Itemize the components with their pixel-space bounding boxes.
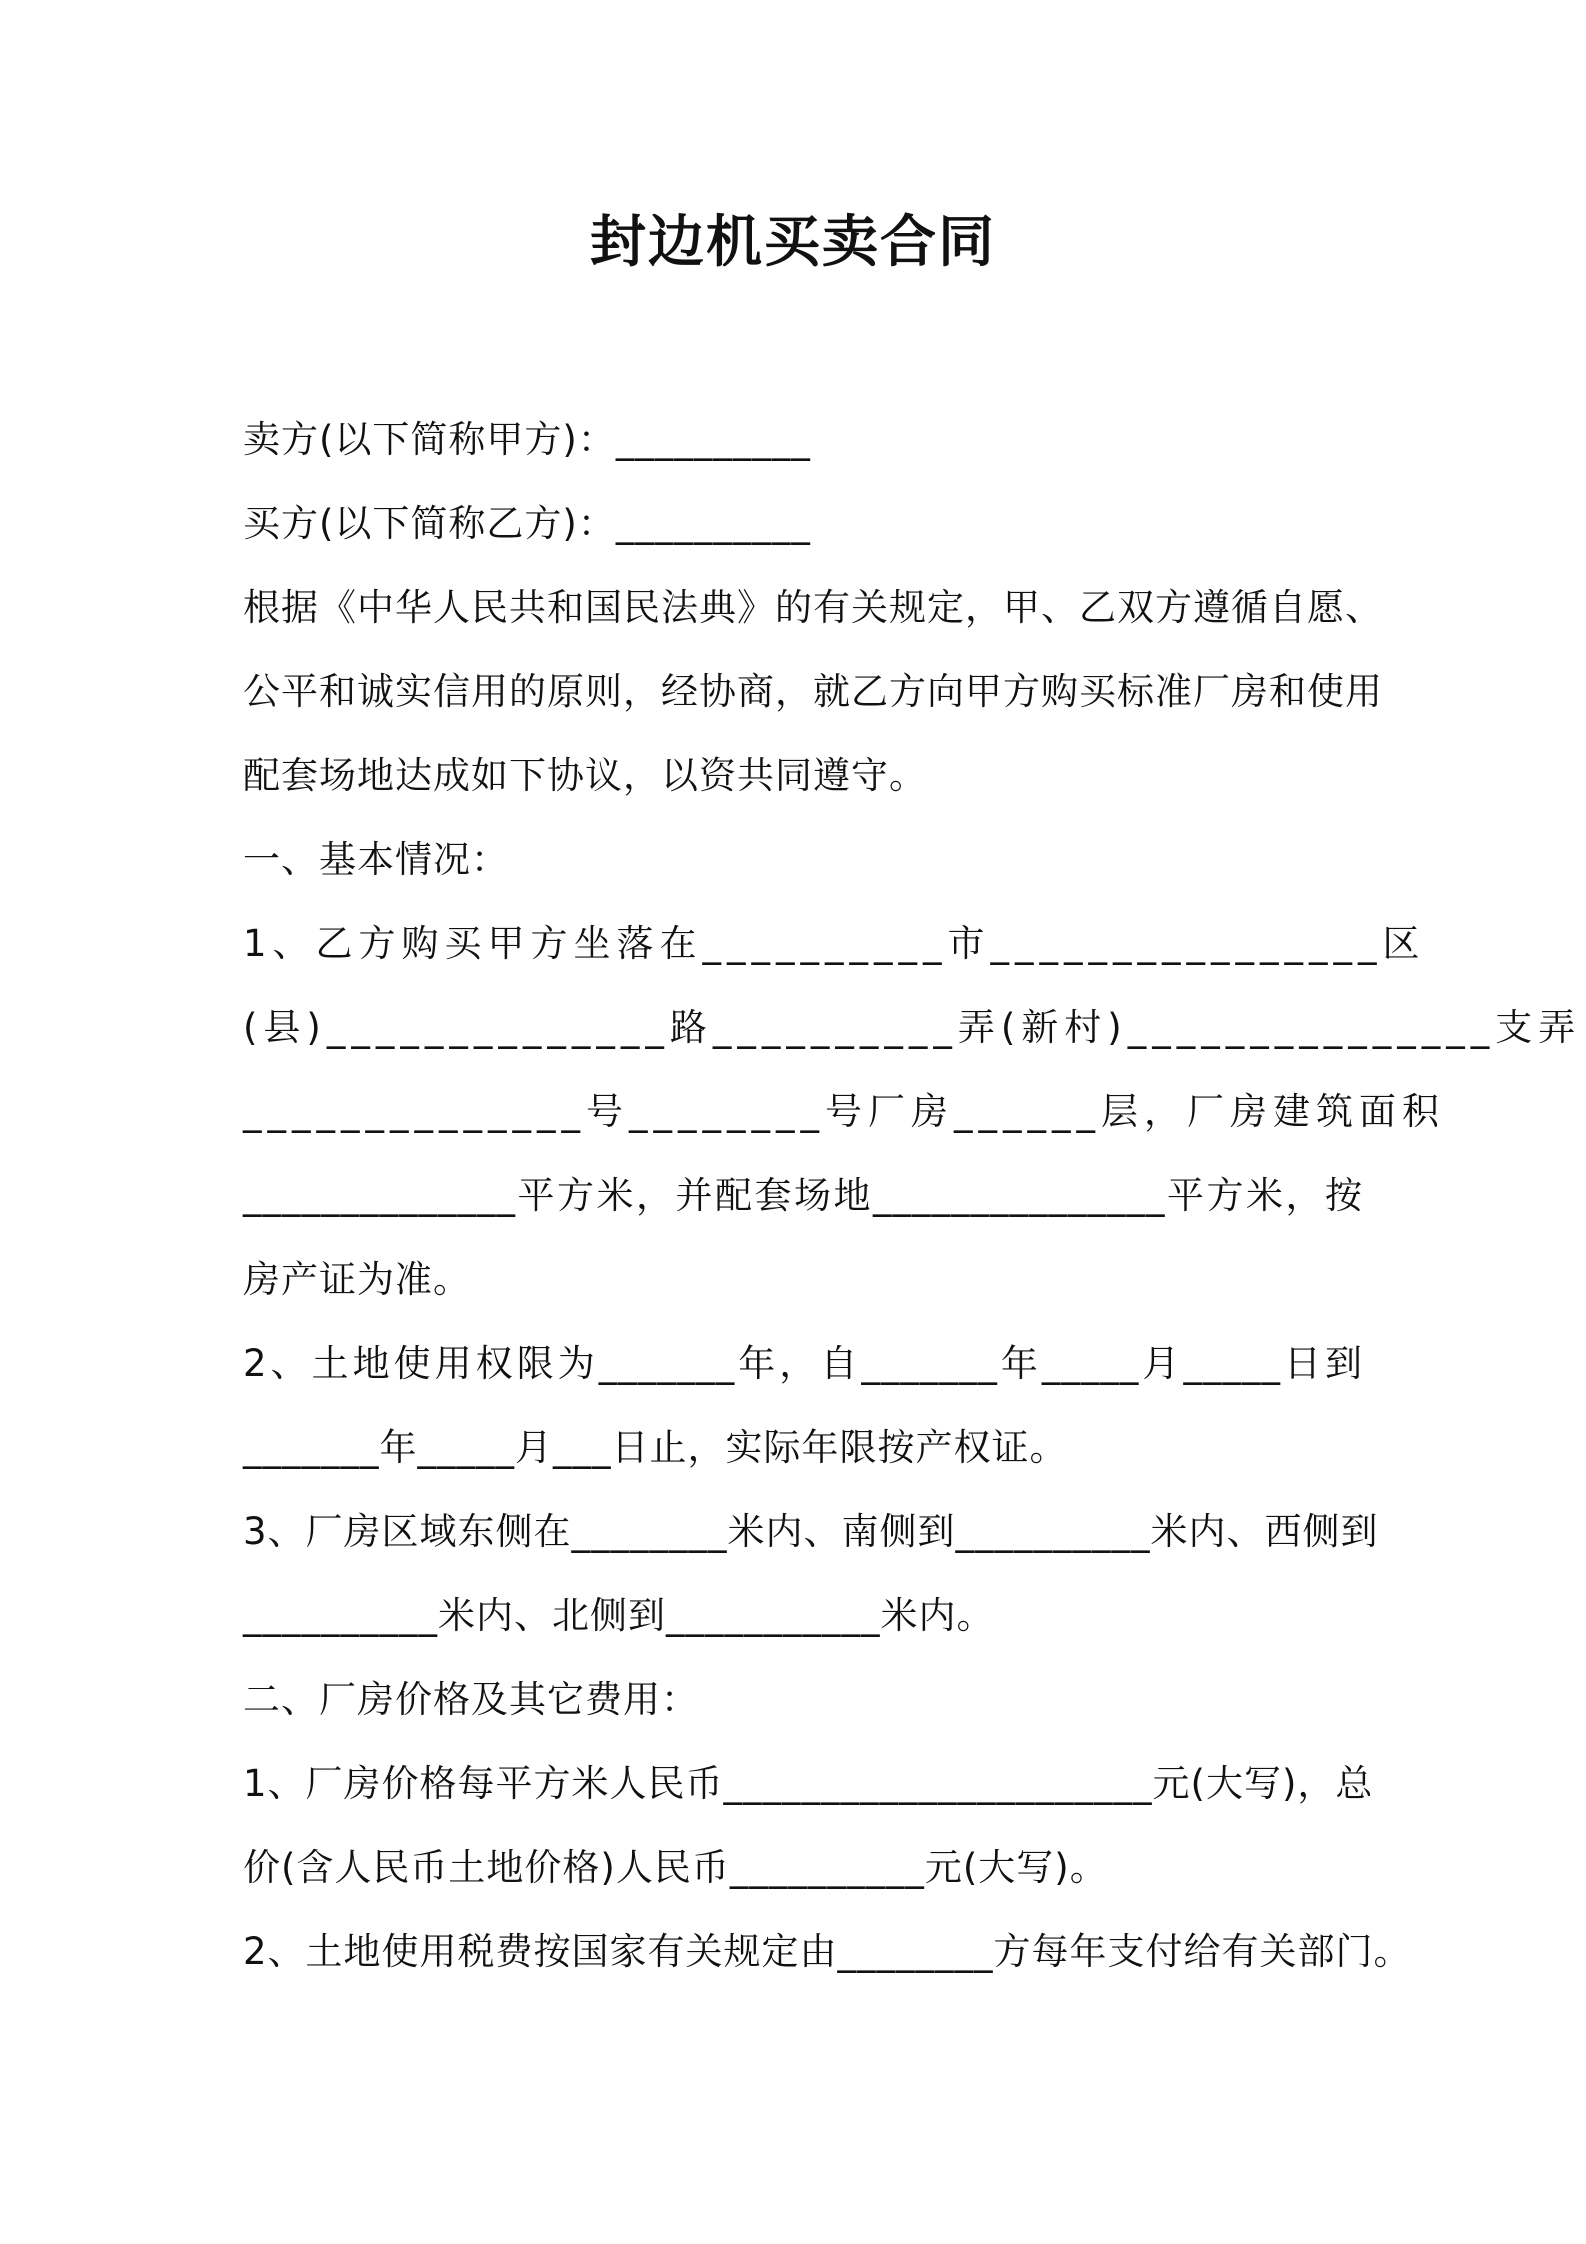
buyer-line: 买方(以下简称乙方)：__________ [243, 502, 811, 545]
clause-2-line-2: _______年_____月___日止，实际年限按产权证。 [243, 1426, 1068, 1469]
intro-line-3: 配套场地达成如下协议，以资共同遵守。 [243, 754, 927, 797]
clause-3-line-2: __________米内、北侧到___________米内。 [243, 1594, 995, 1637]
clause-3-line-1: 3、厂房区域东侧在________米内、南侧到__________米内、西侧到 [243, 1510, 1379, 1553]
clause-1-line-5: 房产证为准。 [243, 1258, 471, 1301]
intro-line-1: 根据《中华人民共和国民法典》的有关规定，甲、乙双方遵循自愿、 [243, 586, 1383, 629]
section-heading-basic-info: 一、基本情况： [243, 838, 509, 881]
clause-1-line-3: ______________号________号厂房______层，厂房建筑面积 [243, 1090, 1445, 1133]
price-clause-2-line-1: 2、土地使用税费按国家有关规定由________方每年支付给有关部门。 [243, 1930, 1412, 1973]
intro-line-2: 公平和诚实信用的原则，经协商，就乙方向甲方购买标准厂房和使用 [243, 670, 1383, 713]
clause-1-line-2: (县)______________路__________弄(新村)_______________支弄 [243, 1006, 1582, 1049]
price-clause-1-line-1: 1、厂房价格每平方米人民币______________________元(大写)，总 [243, 1762, 1374, 1805]
clause-1-line-1: 1、乙方购买甲方坐落在__________市________________区 [243, 922, 1426, 965]
section-heading-price: 二、厂房价格及其它费用： [243, 1678, 699, 1721]
document-title: 封边机买卖合同 [590, 210, 996, 275]
seller-line: 卖方(以下简称甲方)：__________ [243, 418, 811, 461]
clause-2-line-1: 2、土地使用权限为_______年，自_______年_____月_____日到 [243, 1342, 1363, 1385]
clause-1-line-4: ______________平方米，并配套场地_______________平方米，按 [243, 1174, 1363, 1217]
price-clause-1-line-2: 价(含人民币土地价格)人民币__________元(大写)。 [243, 1846, 1108, 1889]
